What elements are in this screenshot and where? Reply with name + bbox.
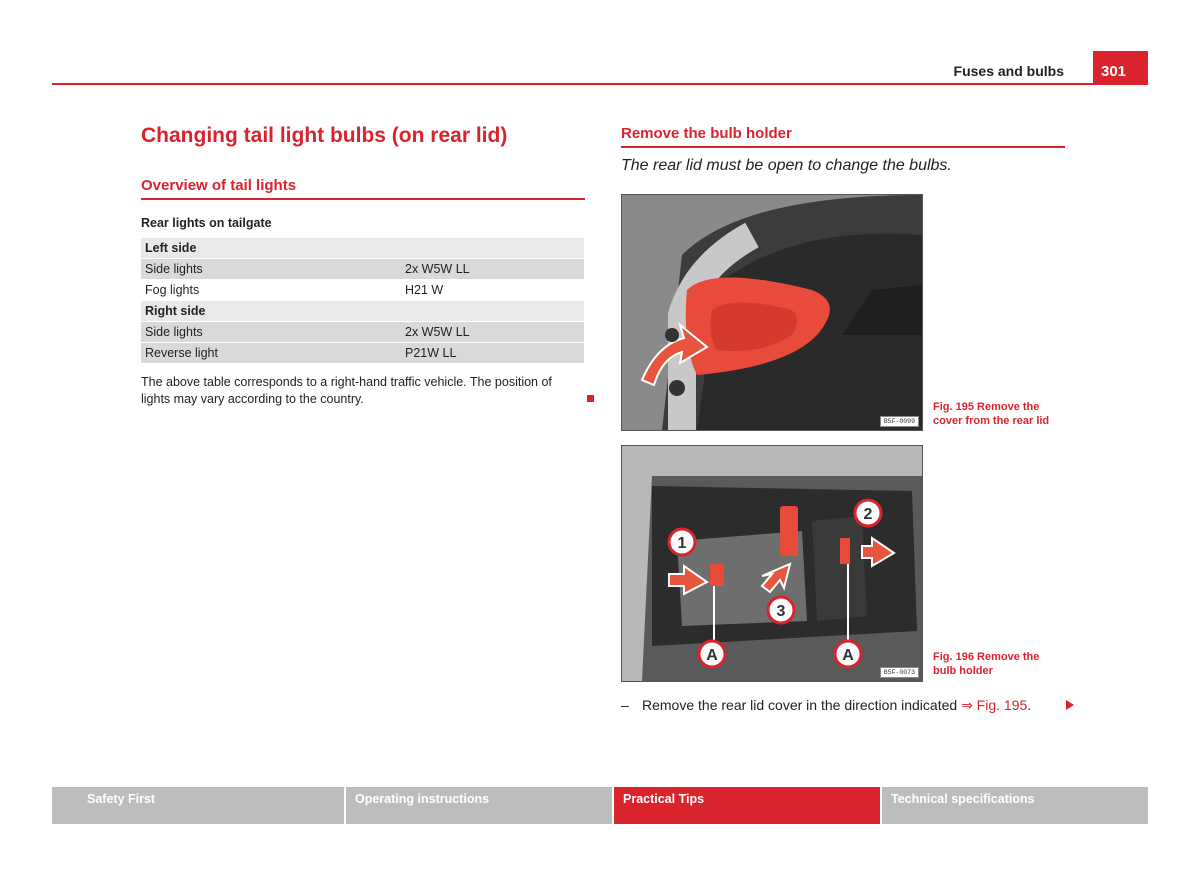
bulb-type: 2x W5W LL (401, 322, 584, 343)
rear-lid-cover-illustration (622, 195, 922, 430)
figure-196-caption: Fig. 196 Remove the bulb holder (933, 651, 1040, 677)
figure-reference-link[interactable]: ⇒ Fig. 195 (961, 697, 1028, 713)
light-label: Left side (141, 238, 401, 259)
table-group-row (141, 301, 584, 322)
figure-196 (621, 445, 923, 682)
table-row (141, 343, 584, 364)
header-rule (52, 83, 1148, 85)
callout-a-left-label: A (706, 647, 718, 664)
step-text: Remove the rear lid cover in the direction indicated (642, 697, 962, 713)
section-end-marker (587, 395, 594, 402)
callout-3-label: 3 (776, 603, 786, 620)
table-note: The above table corresponds to a right-hand traffic vehicle. The position of lights may vary according to the country. (141, 375, 552, 406)
footer-nav (52, 787, 1148, 824)
tab-safety-first[interactable]: Safety First (52, 787, 344, 824)
bulb-type (401, 238, 584, 259)
bulb-type (401, 301, 584, 322)
light-label: Fog lights (141, 280, 401, 301)
table-row (141, 259, 584, 280)
bulb-type: H21 W (401, 280, 584, 301)
tab-operating-instructions[interactable]: Operating instructions (346, 787, 612, 824)
step-end: . (1027, 697, 1032, 713)
table-group-row (141, 238, 584, 259)
table-row (141, 280, 584, 301)
remove-holder-heading: Remove the bulb holder (621, 125, 1065, 148)
instruction-step (621, 697, 1031, 714)
step-dash: – (621, 697, 629, 713)
intro-text: The rear lid must be open to change the bulbs. (621, 157, 952, 174)
figure-195-caption: Fig. 195 Remove the cover from the rear lid (933, 401, 1050, 427)
light-label: Right side (141, 301, 401, 322)
callout-2-label: 2 (863, 506, 873, 523)
figure-195 (621, 194, 923, 431)
page-number: 301 (1093, 51, 1148, 84)
callout-a-right-label: A (842, 647, 854, 664)
tab-technical-specifications[interactable]: Technical specifications (882, 787, 1148, 824)
page-title: Changing tail light bulbs (on rear lid) (141, 124, 508, 147)
tab-practical-tips[interactable]: Practical Tips (614, 787, 880, 824)
bulb-type: 2x W5W LL (401, 259, 584, 280)
overview-heading: Overview of tail lights (141, 177, 585, 200)
light-label: Side lights (141, 259, 401, 280)
section-title: Fuses and bulbs (953, 63, 1064, 79)
light-label: Side lights (141, 322, 401, 343)
continue-arrow-icon (1066, 700, 1074, 710)
bulb-table (141, 238, 584, 364)
bulb-holder-illustration (622, 446, 922, 681)
figure-code: B5F-0099 (880, 416, 919, 427)
callout-1-label: 1 (677, 535, 687, 552)
table-row (141, 322, 584, 343)
figure-code: B5F-0073 (880, 667, 919, 678)
table-caption: Rear lights on tailgate (141, 216, 272, 230)
bulb-type: P21W LL (401, 343, 584, 364)
light-label: Reverse light (141, 343, 401, 364)
